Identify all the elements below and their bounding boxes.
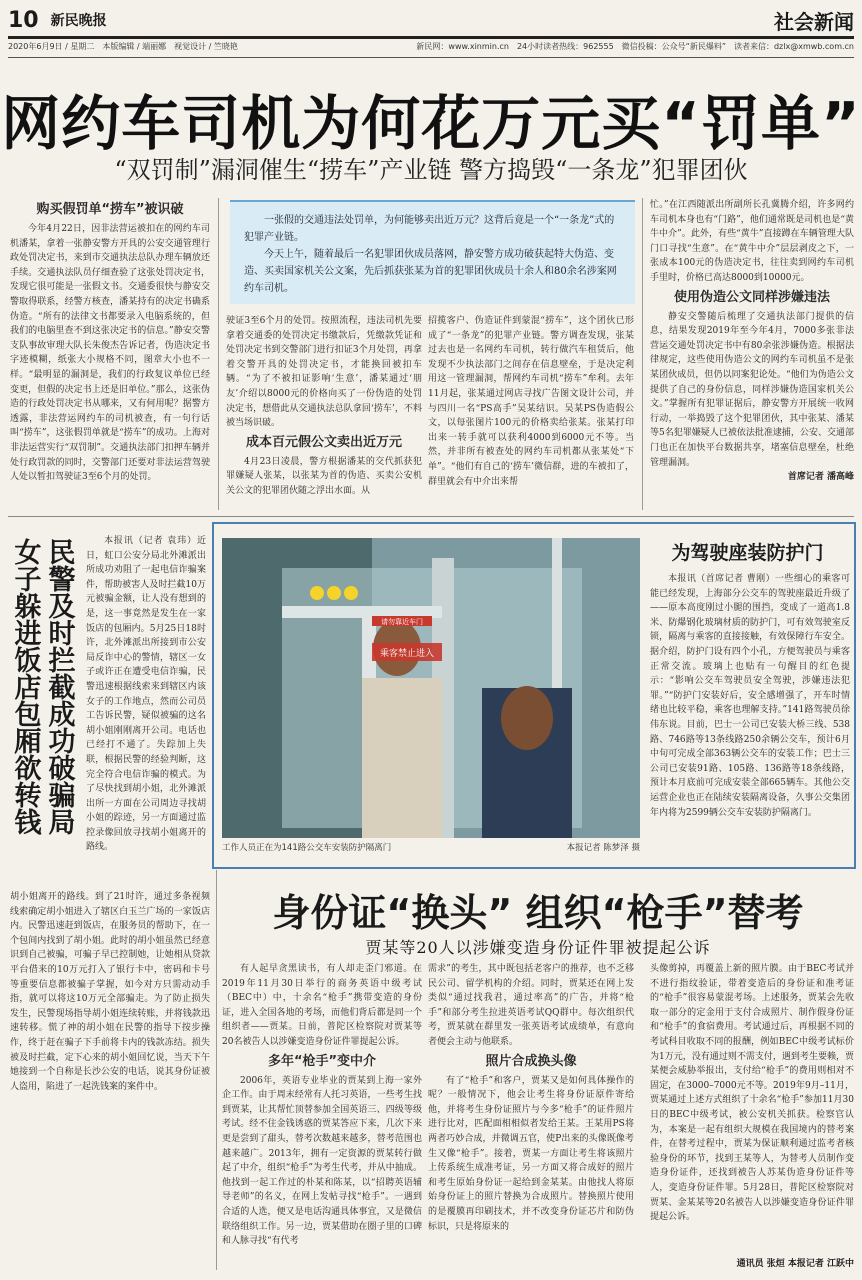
story1-c3-body: 招揽客户、伪造证件到蒙混“捞车”，这个团伙已形成了“一条龙”的犯罪产业链。警方调查发现，张某过去也是一名网约车司机，转行做汽车租赁后，他发现不少执法部门之间存在信息壁垒，于是决定利用这一管理漏洞，帮网约车司机“捞车”牟利。去年11月起，张某通过网店寻找广告图文设计公司，并与四川一名“PS高手”吴某结识。吴某PS伪造假公文，以每张图片100元的价格卖给张某。张某打印出来一转手就可以获利4000到6000元不等。当然，并非所有被查处的网约车司机都从张某处“下单”。“他们有自己的‘捞车’微信群，进的车被扣了，群里就会有中介出来帮 xyxy=(428,316,634,487)
story1-col3 xyxy=(428,314,634,510)
story4-subhead: 贾某等20人以涉嫌变造身份证件罪被提起公诉 xyxy=(365,938,711,957)
story3-col xyxy=(650,572,850,862)
story1-c4-body: 忙。”在江西随派出所副所长孔冀腾介绍，许多网约车司机本身也有“门路”，他们通常既是司机也是“黄牛中介”。此外，有些“黄牛”直接蹲在车辆管理大队门口寻找“生意”。在“黄牛中介”层层剥皮之下，一张成本100元的伪造决定书，往往卖到网约车司机手里时，价格已高达8000到10000元。 xyxy=(650,200,854,283)
info-right: 新民网：www.xinmin.cn 24小时读者热线：962555 微信投稿：公众号“新民爆料” 读者来信：dzlx@xmwb.com.cn xyxy=(416,42,854,51)
main-subhead: “双罚制”漏洞催生“捞车”产业链 警方捣毁“一条龙”犯罪团伙 xyxy=(114,156,748,184)
story1-c1-head: 购买假罚单“捞车”被识破 xyxy=(36,202,184,217)
story4-c2-head: 照片合成换头像 xyxy=(485,1053,577,1069)
story2-c2: 胡小姐离开的路线。到了21时许，通过多条视频线索确定胡小姐进入了辖区白玉兰广场的一家饭店内。民警迅速赶到饭店，在服务员的帮助下，在一个包间内找到了胡小姐。此时的胡小姐虽然已经意识到自己被骗，可骗子早已控制她，让她相从贷款平台借来的10万元打入了银行卡中，密码和卡号等重要信息都被骗子掌握，如今对方只需动动手指，就可以将这10万元全部骗走。为了防止损失发生，民警现场指导胡小姐连续转账，并将钱款迅速转移。慌了神的胡小姐在民警的指导下按步操作，终于赶在骗子下手前将卡内的钱款冻结。损失被及时拦截，定下心来的胡小姐回忆说，当天下午她接到一个自称是长沙公安的电话，说其身份证被人盗用，陷进了一起洗钱案的案件中。 xyxy=(10,892,210,1092)
story1-c4-head: 使用伪造公文同样涉嫌违法 xyxy=(673,289,830,305)
story3-headline: 为驾驶座装防护门 xyxy=(671,542,824,564)
story4-col2 xyxy=(428,962,634,1274)
masthead xyxy=(8,6,854,34)
lead-quote-box xyxy=(230,200,635,304)
story2-title-1: 民警及时拦截成功破骗局 xyxy=(43,538,75,835)
story4-c1-head: 多年“枪手”变中介 xyxy=(267,1053,377,1069)
info-left: 2020年6月9日 / 星期二 本版编辑 / 端丽娜 视觉设计 / 竺晓艳 xyxy=(8,42,238,51)
photo-credit: 本报记者 陈梦泽 摄 xyxy=(566,843,640,853)
col-divider xyxy=(218,198,219,510)
story1-c2-body: 驶证3至6个月的处罚。按照流程，违法司机先要拿着交通委的处罚决定书缴款后，凭缴款凭证和处罚决定书到交警部门进行扣证3个月处罚，再拿着交警开具的处罚决定书，才能换回被扣车辆。“为了不被扣证影响‘生意’，潘某通过‘朋友’介绍以8000元的价格向买了一份伪造的处罚决定书，想借此从交通执法总队拿回‘捞车’，不料被当场识破。 xyxy=(226,316,422,429)
page-number: 10 xyxy=(8,7,39,33)
main-headline: 网约车司机为何花万元买“罚单” xyxy=(1,89,861,158)
col-divider xyxy=(216,870,217,1270)
story1-c2-head: 成本百元假公文卖出近万元 xyxy=(245,434,402,450)
section-rule xyxy=(8,516,854,517)
sign-text: 乘客禁止进入 xyxy=(379,649,435,659)
masthead-rule xyxy=(8,36,854,39)
quote-p1: 一张假的交通违法处罚单，为何能够卖出近万元？这背后竟是一个“一条龙”式的犯罪产业链。 xyxy=(244,215,615,243)
story2-title-2: 女子躲进饭店包厢欲转钱 xyxy=(9,538,41,835)
photo-caption-row xyxy=(222,841,640,853)
bus-photo xyxy=(222,538,640,838)
story1-col4 xyxy=(650,198,854,510)
story1-col1 xyxy=(10,198,210,510)
story4-col3 xyxy=(650,962,854,1274)
story2-col1 xyxy=(86,534,206,884)
story1-c1-body: 今年4月22日，因非法营运被扣在的网约车司机潘某，拿着一张静安警方开具的公安交通管理行政处罚决定书，来到市交通执法总队办理车辆放还手续。交通执法队员仔细查验了这张处罚决定书，发现它很可能是一张假文书。交通委很快与静安交警取得联系，经警方核查，潘某持有的决定书确系伪造。“所有的法律文书都要录入电脑系统的，但我们的电脑里查不到这张决定书的信息。”静安交警支队事故审理大队长朱俊杰告诉记者，伪造决定书字迹模糊，纸张大小规格不同，图章大小也不一样。“最明显的漏洞是，我们的行政复议单位已经变更，但假的决定书上还是旧单位。”那么，这张伪造的行政处罚决定书从哪来，又有何用呢？据警方透露，非法营运网约车的司机被查，有一句行话叫“捞车”，这张假罚单就是“捞车”的成功。上海对非法运营实行“双罚制”。交通执法部门扣押车辆并处行政罚款的同时，交警部门还要对非法运营驾驶人处以暂扣驾驶证3至6个月的处罚。 xyxy=(10,224,210,483)
story4-col1 xyxy=(222,962,422,1274)
story1-col2 xyxy=(226,314,422,510)
story4-c2b: 有了“枪手”和客户，贾某又是如何具体操作的呢？一般情况下，他会让考生将身份证原件寄给他，并将考生身份证照片与今多“枪手”的证件照片进行比对，匹配面相相似者发给王某。王某用PS将两者巧妙合成，并微调五官，使P出来的头像既像考生又像“枪手”。接着，贾某一方面让考生将该照片上传系统生成准考证，另一方面又将合成好的照片和考生原始身份证一起给到金某某。由他找人将原始身份证上的照片替换为合成照片。替换照片使用的是覆膜再印刷技术，并不改变身份证芯片和防伪标识，只是将原来的 xyxy=(428,1075,634,1232)
col-divider xyxy=(642,198,643,510)
story4-byline: 通讯员 张烜 本报记者 江跃中 xyxy=(650,1256,854,1269)
story4-c1b: 2006年，英语专业毕业的贾某到上海一家外企工作。由于周末经常有人托习英语，一些考生找到贾某，让其帮忙顶替参加全国英语三、四级等级考试。经不住金钱诱惑的贾某答应下来，几次下来更是尝到了甜头，替考次数越来越多，替考范围也越来越广。2013年，拥有一定资源的贾某转行做起了中介，组织“枪手”为考生代考，并从中抽成。他找到一起工作过的朴某和陈某，以“招聘英语辅导老师”的名义，在网上发帖寻找“枪手”。一遇到合适的人选，便又是电话沟通具体事宜，又是微信联络组织工作。另一边，贾某借助在圈子里的口碑和人脉寻找“有代考 xyxy=(222,1075,422,1247)
story4-c3: 头像剪掉，再覆盖上新的照片膜。由于BEC考试并不进行指纹验证，带着变造后的身份证和准考证的“枪手”很容易蒙混考场。上述服务，贾某会先收取一部分的定金用于支付合成照片、制作假身份证和“枪手”的食宿费用。考试通过后，再根据不同的考试科目收取不同的报酬，例如BEC中级考试标价为1万元，没有通过则不需支付，遇到考生要赖，贾某便会威胁举报出，支付给“枪手”的费用则相对不固定，在3000–7000元不等。2019年9月–11月，贾某通过上述方式组织了十余名“枪手”参加11月30日的BEC中级考试，被公安机关抓获。检察官认为，本案是一起有组织大规模在我国境内的替考案件，在替考过程中，贾某为保证顺利通过监考者核验身份的环节，找到王某等人，为替考人员制作变造身份证件，还找到被告人苏某伪造身份证件等人，变造身份证件罪。5月28日，普陀区检察院对贾某、金某某等20名被告人以涉嫌变造身份证件罪提起公诉。 xyxy=(650,964,854,1223)
story1-c2-body2: 4月23日凌晨，警方根据潘某的交代抓获犯罪嫌疑人张某，以张某为首的伪造、买卖公安机关公文的犯罪团伙随之浮出水面。从 xyxy=(226,456,422,496)
story4-c2: 需求”的考生，其中既包括老客户的推荐，也不乏移民公司、留学机构的介绍。同时，贾某还在网上发类似“通过找我君，通过率高”的广告，并将“枪手”和部分考生拉进英语考试QQ群中。每次组织代考，贾某就在群里发一张英语考试成绩单，有意向者便会主动与他联系。 xyxy=(428,964,634,1047)
story1-c4-body2: 静安交警随后梳理了交通执法部门提供的信息，结果发现2019年至今年4月，7000多张非法营运交通处罚决定书中有80余张涉嫌伪造。根据法律规定，这些使用伪造公文的网约车司机虽不是张某团伙成员，但仍以同案犯论处。“他们为伪造公文提供了自己的身份信息，同样涉嫌伪造国家机关公文。”掌握所有犯罪证据后，静安警方开展统一收网行动，一举捣毁了这个犯罪团伙，其中张某、潘某等5名犯罪嫌疑人已被依法批准逮捕，公安、交通部门也正在加快平台数据共享，堵塞信息壁垒，杜绝管理漏洞。 xyxy=(650,311,854,468)
bus-photo-illustration xyxy=(222,538,640,838)
sign-text-2: 请勿靠近车门 xyxy=(381,618,423,626)
section-title: 社会新闻 xyxy=(774,9,854,34)
quote-p2: 今天上午，随着最后一名犯罪团伙成员落网，静安警方成功破获起特大伪造、变造、买卖国家机关公文案，先后抓获张某为首的犯罪团伙成员十余人和80余名涉案网约车司机。 xyxy=(244,249,617,294)
story2-c1: 本报讯（记者 袁玮）近日，虹口公安分局北外滩派出所成功劝阻了一起电信诈骗案件，帮助被害人及时拦截10万元被骗金额，让人没有想到的是，这一事竟然是发生在一家饭店的包厢内。5月25日18时许，北外滩派出所接到市公安局反诈中心的警情，辖区一女子或许正在遭受电信诈骗，民警迅速根据线索来到辖区内该女子的工作地点，然而公司员工告诉民警，疑似被骗的这名胡小姐刚刚离开公司。电话也已经打不通了。失踪加上失联，根据民警的经验判断，这完全符合电信诈骗的模式。为了尽快找到胡小姐，北外滩派出所一方面在公司周边寻找胡小姐的踪迹，另一方面通过监控录像回放寻找胡小姐离开的路线。 xyxy=(86,536,206,853)
story4-headline: 身份证“换头” 组织“枪手”替考 xyxy=(272,891,804,935)
info-rule xyxy=(8,57,854,58)
story3-body: 本报讯（首席记者 曹刚）一些细心的乘客可能已经发现，上海部分公交车的驾驶座最近升级了——原本高度刚过小腿的围挡，变成了一道高1.8米、防爆钢化玻璃材质的防护门，可有效驾驶室反锁，隔离与乘客的直接接触，有效保障行车安全。据介绍，防护门设有四个小孔，方便驾驶员与乘客正常交流。玻璃上也贴有一句醒目的红色提示：“影响公交车驾驶员安全驾驶，涉嫌违法犯罪。”“防护门安装好后，安全感增强了，开车时情绪也比较平稳，乘客也理解支持。”141路驾驶员徐伟东说。目前，巴士一公司已安装大桥三线、538路、746路等13条线路250余辆公交车，预计6月中旬可完成全部363辆公交车的安装工作；巴士三公司已安装91路、105路、136路等18条线路，预计本月底前可完成安装全部665辆车。其他公交运营企业也正在陆续安装隔离设备，久事公交集团年内将为2599辆公交车安装防护隔离门。 xyxy=(650,574,850,818)
photo-caption: 工作人员正在为141路公交车安装防护隔离门 xyxy=(222,843,392,853)
info-bar xyxy=(8,41,854,55)
story1-byline: 首席记者 潘高峰 xyxy=(787,472,854,483)
paper-name: 新民晚报 xyxy=(50,13,107,29)
story2-col2 xyxy=(10,890,210,1270)
story4-c1: 有人起早贪黑读书，有人却走歪门邪道。在2019年11月30日举行的商务英语中级考试（BEC中）中，十余名“枪手”携带变造的身份证，进入全国各地的考场，而他们背后都是同一个组织者——贾某。日前，普陀区检察院对贾某等20名被告人以涉嫌变造身份证件罪提起公诉。 xyxy=(222,964,422,1047)
